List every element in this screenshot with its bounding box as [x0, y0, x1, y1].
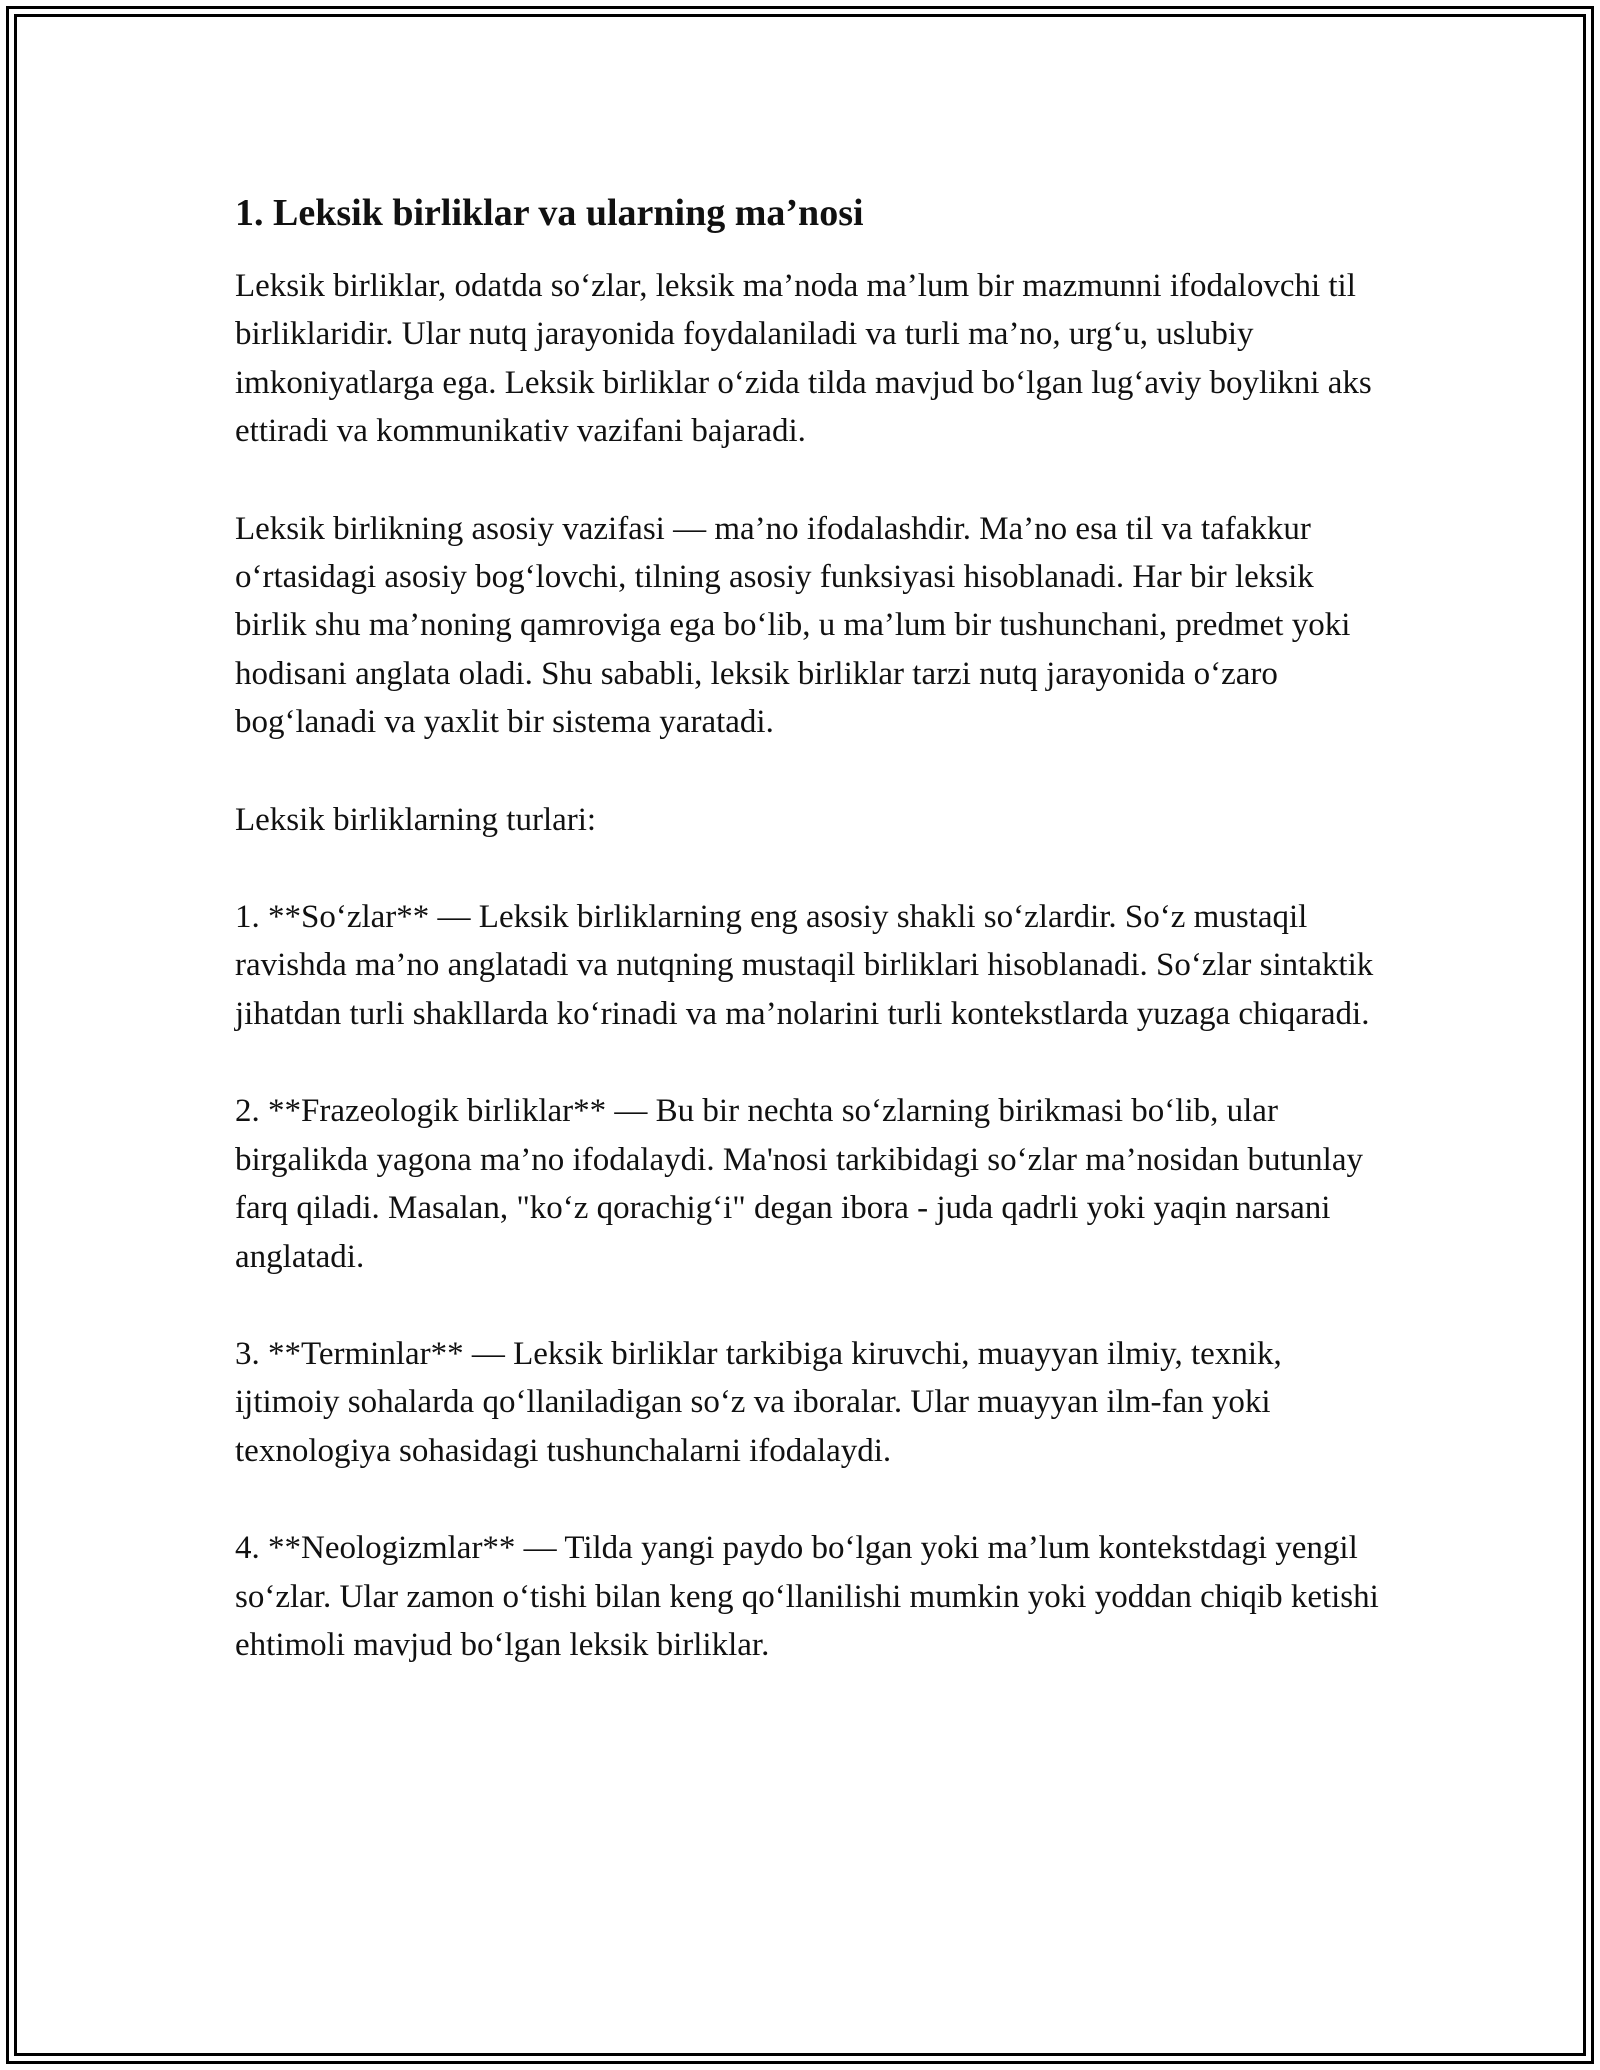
list-item-neologisms: 4. **Neologizmlar** — Tilda yangi paydo bo‘lgan yoki ma’lum kontekstdagi yengil so‘zlar. Ular zamon o‘tishi bilan keng qo‘llanilishi mumkin yoki yoddan chiqib ketishi ehtimoli mavjud bo‘lgan leksik birliklar. — [235, 1530, 1379, 1663]
list-item-terms: 3. **Terminlar** — Leksik birliklar tarkibiga kiruvchi, muayyan ilmiy, texnik, ijtimoiy sohalarda qo‘llaniladigan so‘z va iboralar. Ular muayyan ilm-fan yoki texnologiya sohasidagi tushunchalarni ifodalaydi. — [235, 1335, 1282, 1469]
section-heading: 1. Leksik birliklar va ularning ma’nosi — [235, 192, 864, 234]
paragraph-intro: Leksik birliklar, odatda so‘zlar, leksik ma’noda ma’lum bir mazmunni ifodalovchi til birliklaridir. Ular nutq jarayonida foydalaniladi va turli ma’no, urg‘u, uslubiy imkoniyatlarga ega. Leksik birliklar o‘zida tilda mavjud bo‘lgan lug‘aviy boylikni aks ettiradi va kommunikativ vazifani bajaradi. — [235, 268, 1372, 450]
list-item-words: 1. **So‘zlar** — Leksik birliklarning eng asosiy shakli so‘zlardir. So‘z mustaqil ravishda ma’no anglatadi va nutqning mustaqil birliklari hisoblanadi. So‘zlar sintaktik jihatdan turli shakllarda ko‘rinadi va ma’nolarini turli kontekstlarda yuzaga chiqaradi. — [235, 899, 1374, 1032]
paragraph-types-intro: Leksik birliklarning turlari: — [235, 801, 597, 838]
document-body — [235, 188, 1385, 1718]
list-item-phraseological-units: 2. **Frazeologik birliklar** — Bu bir nechta so‘zlarning birikmasi bo‘lib, ular birgalikda yagona ma’no ifodalaydi. Ma'nosi tarkibidagi so‘zlar ma’nosidan butunlay farq qiladi. Masalan, "ko‘z qorachig‘i" degan ibora - juda qadrli yoki yaqin narsani anglatadi. — [235, 1093, 1363, 1275]
paragraph-function: Leksik birlikning asosiy vazifasi — ma’no ifodalashdir. Ma’no esa til va tafakkur o‘rtasidagi asosiy bog‘lovchi, tilning asosiy funksiyasi hisoblanadi. Har bir leksik birlik shu ma’noning qamroviga ega bo‘lib, u ma’lum bir tushunchani, predmet yoki hodisani anglata oladi. Shu sababli, leksik birliklar tarzi nutq jarayonida o‘zaro bog‘lanadi va yaxlit bir sistema yaratadi. — [235, 510, 1351, 741]
